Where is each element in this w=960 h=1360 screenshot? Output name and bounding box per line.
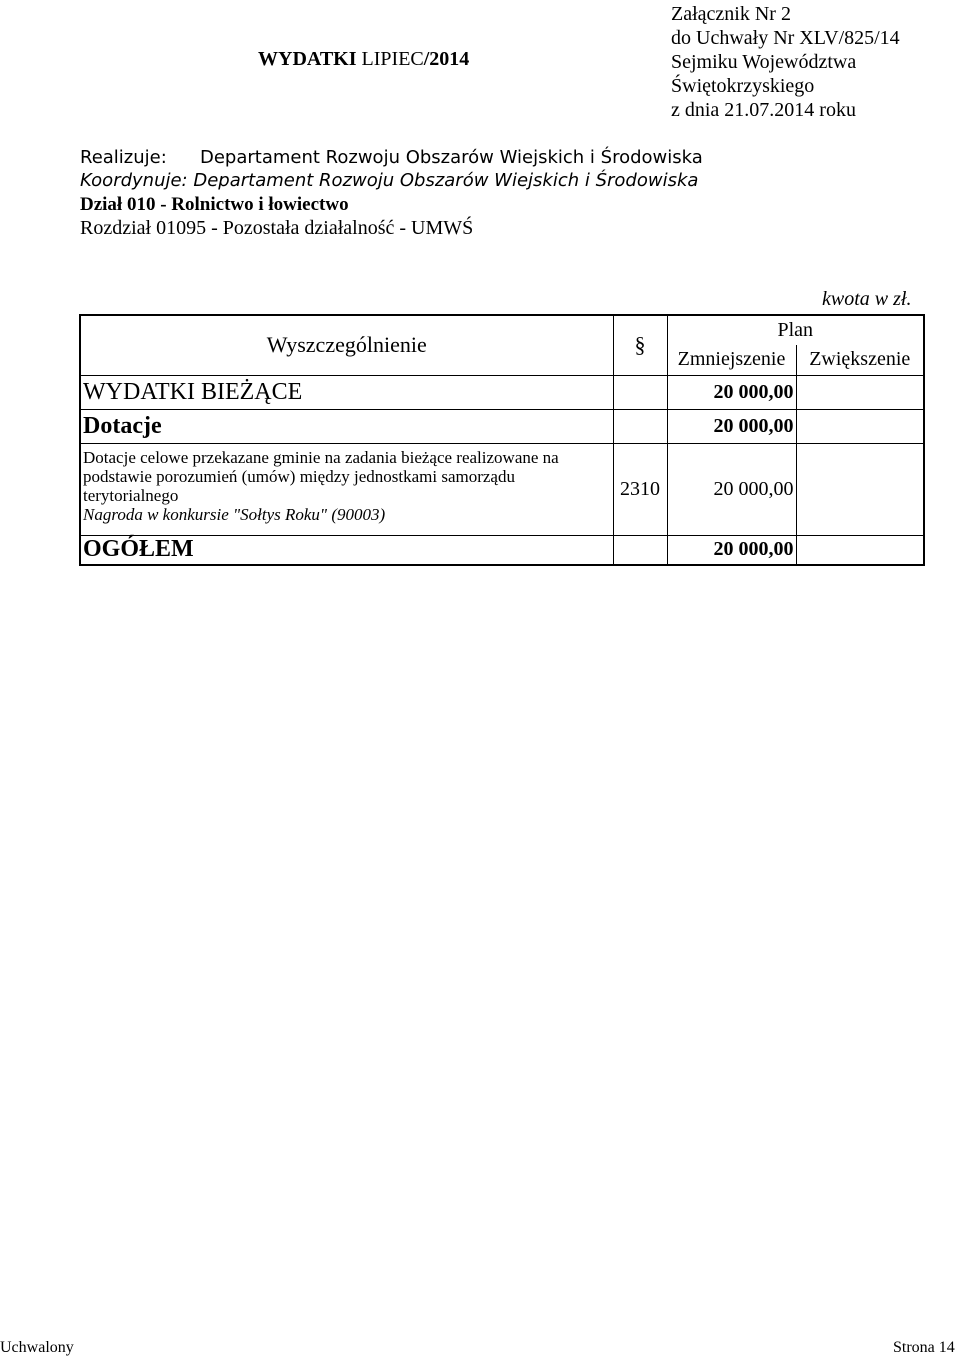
header-increase: Zwiększenie: [796, 345, 924, 375]
item-increase: [796, 443, 924, 535]
header-plan: Plan: [667, 315, 924, 345]
table-row: [80, 409, 924, 443]
footer-status: Uchwalony: [0, 1339, 74, 1356]
annex-line: Załącznik Nr 2: [671, 3, 791, 25]
total-increase: [796, 535, 924, 565]
executing-value: Departament Rozwoju Obszarów Wiejskich i Środowiska: [200, 147, 703, 168]
table-row: [80, 535, 924, 565]
grants-decrease: 20 000,00: [667, 409, 796, 443]
grants-increase: [796, 409, 924, 443]
header-description: Wyszczególnienie: [80, 315, 613, 375]
annex-line: do Uchwały Nr XLV/825/14: [671, 27, 900, 49]
table-row: [80, 375, 924, 409]
item-note: Nagroda w konkursie "Sołtys Roku" (90003): [83, 504, 386, 524]
unit-note: kwota w zł.: [822, 288, 912, 310]
annex-line: Sejmiku Województwa: [671, 51, 857, 73]
annex-line: z dnia 21.07.2014 roku: [671, 99, 856, 121]
current-expenses-label: WYDATKI BIEŻĄCE: [80, 375, 613, 409]
grants-label: Dotacje: [80, 409, 613, 443]
current-expenses-decrease: 20 000,00: [667, 375, 796, 409]
header-paragraph: §: [613, 315, 667, 375]
budget-chapter: Rozdział 01095 - Pozostała działalność - UMWŚ: [80, 217, 474, 239]
coordinating-department: Koordynuje: Departament Rozwoju Obszarów Wiejskich i Środowiska: [80, 170, 699, 191]
total-decrease: 20 000,00: [667, 535, 796, 565]
annex-line: Świętokrzyskiego: [671, 75, 815, 97]
item-description: [80, 443, 613, 535]
paragraph-cell: [613, 535, 667, 565]
paragraph-cell: [613, 409, 667, 443]
header-decrease: Zmniejszenie: [667, 345, 796, 375]
footer-page-number: Strona 14: [893, 1339, 955, 1356]
paragraph-cell: [613, 375, 667, 409]
current-expenses-increase: [796, 375, 924, 409]
table-row: [80, 443, 924, 535]
document-title: WYDATKI LIPIEC/2014: [258, 48, 470, 70]
executing-label: Realizuje:: [80, 147, 167, 168]
budget-table: [79, 314, 925, 566]
executing-department: [80, 147, 703, 168]
budget-division: Dział 010 - Rolnictwo i łowiectwo: [80, 194, 349, 215]
annex-reference: [671, 2, 900, 122]
item-description-text: Dotacje celowe przekazane gminie na zadania bieżące realizowane na podstawie porozumień (umów) między jednostkami samorządu terytorialnego: [83, 447, 559, 505]
item-decrease: 20 000,00: [667, 443, 796, 535]
total-label: OGÓŁEM: [80, 535, 613, 565]
item-paragraph: 2310: [613, 443, 667, 535]
